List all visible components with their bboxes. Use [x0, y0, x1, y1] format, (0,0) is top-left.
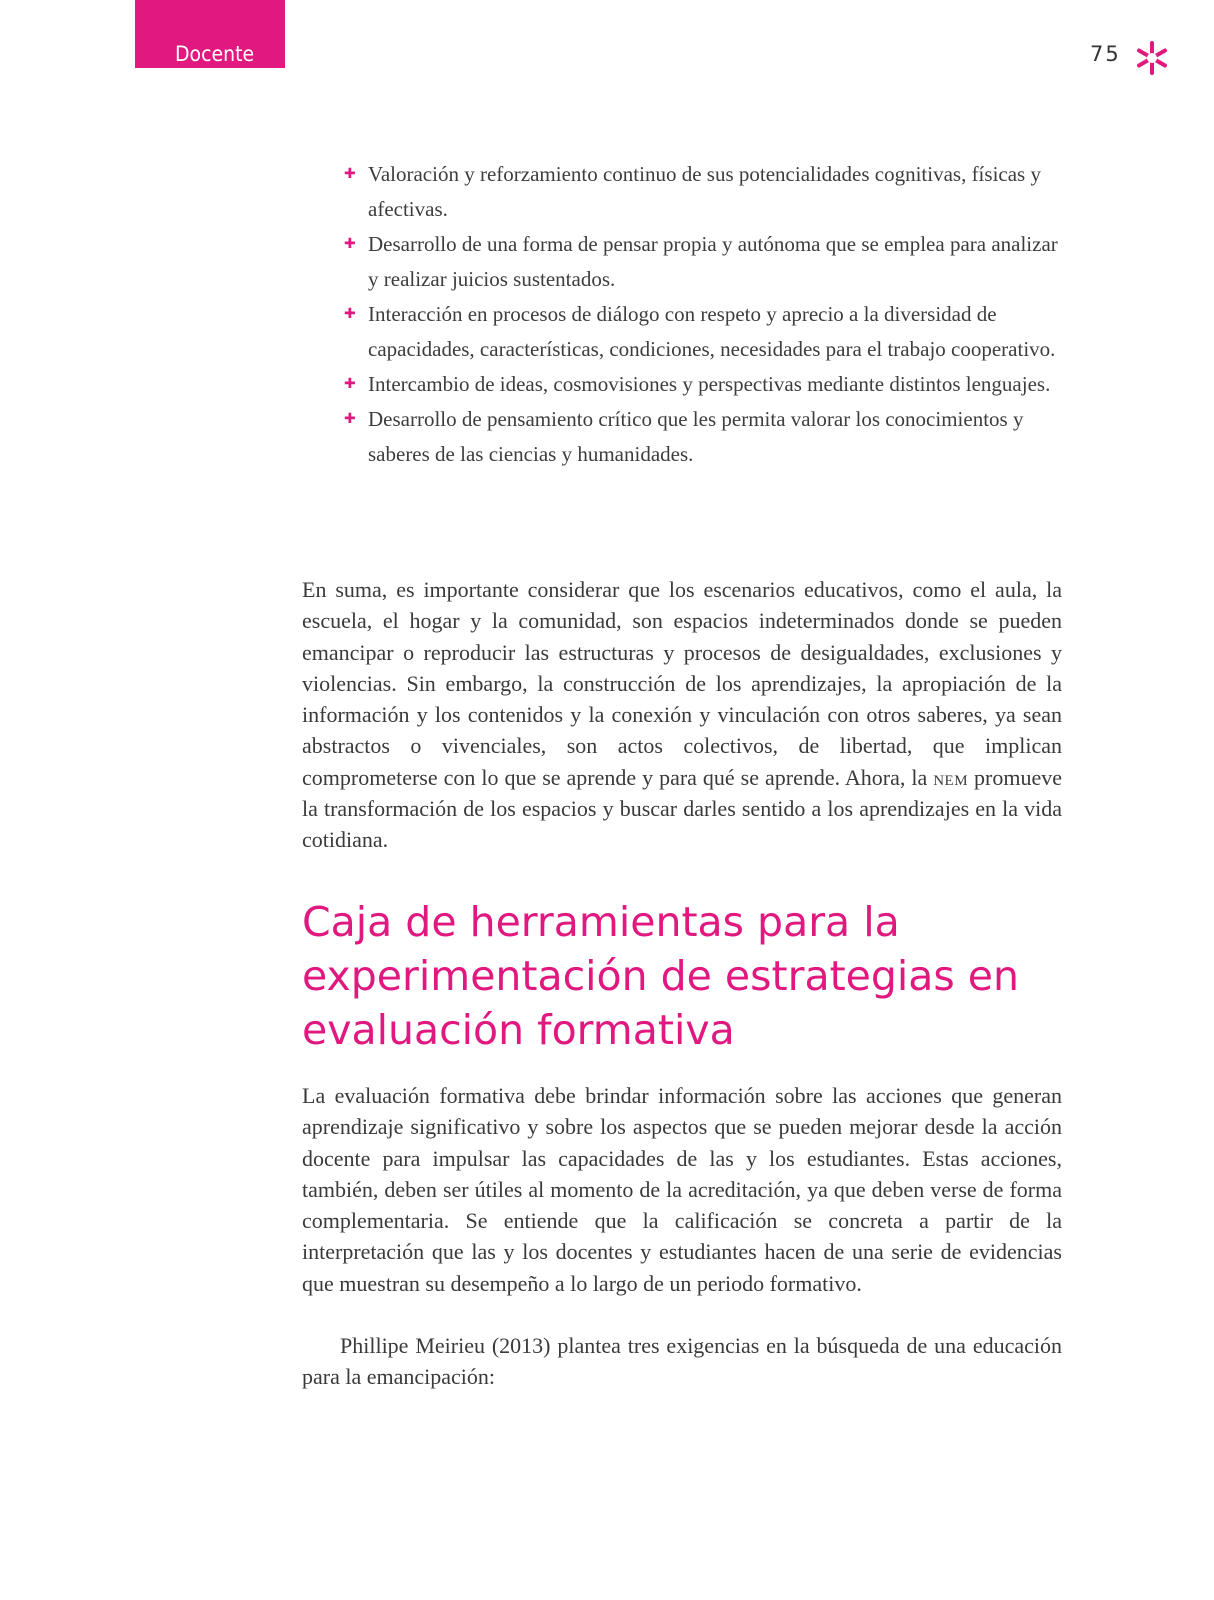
- bullet-icon: ✚: [344, 167, 356, 182]
- asterisk-icon: [1134, 40, 1170, 76]
- list-item: ✚ Valoración y reforzamiento continuo de sus potencialidades cognitivas, físicas y afectivas.: [344, 157, 1064, 227]
- list-item: ✚ Intercambio de ideas, cosmovisiones y perspectivas mediante distintos lenguajes.: [344, 367, 1064, 402]
- page-number: 75: [1090, 42, 1121, 66]
- bullet-icon: ✚: [344, 307, 356, 322]
- body-paragraph: La evaluación formativa debe brindar información sobre las acciones que generan aprendizaje significativo y sobre los aspectos que se pueden mejorar desde la acción docente para impulsar las capacidades de las y los estudiantes. Estas acciones, también, deben ser útiles al momento de la acreditación, ya que deben verse de forma complementaria. Se entiende que la calificación se concreta a partir de la interpretación que las y los docentes y estudiantes hacen de una serie de evidencias que muestran su desempeño a lo largo de un periodo formativo.: [302, 1083, 1062, 1296]
- list-item: ✚ Interacción en procesos de diálogo con respeto y aprecio a la diversidad de capacidades, características, condiciones, necesidades para el trabajo cooperativo.: [344, 297, 1064, 367]
- list-item: ✚ Desarrollo de pensamiento crítico que les permita valorar los conocimientos y saberes de las ciencias y humanidades.: [344, 402, 1064, 472]
- section-label: Docente: [175, 42, 255, 66]
- bullet-icon: ✚: [344, 377, 356, 392]
- section-tab: [135, 0, 285, 68]
- body-paragraph: Phillipe Meirieu (2013) plantea tres exigencias en la búsqueda de una educación para la emancipación:: [302, 1333, 1062, 1390]
- abbreviation: nem: [933, 764, 969, 790]
- bullet-icon: ✚: [344, 412, 356, 427]
- section-heading: Caja de herramientas para la experimentación de estrategias en evaluación formativa: [302, 898, 1020, 1054]
- body-paragraph: En suma, es importante considerar que los escenarios educativos, como el aula, la escuela, el hogar y la comunidad, son espacios indeterminados donde se pueden emancipar o reproducir las estructuras y procesos de desigualdades, exclusiones y violencias. Sin embargo, la construcción de los aprendizajes, la apropiación de la información y los contenidos y la conexión y vinculación con otros saberes, ya sean abstractos o vivenciales, son actos colectivos, de libertad, que implican comprometerse con lo que se aprende y para qué se aprende. Ahora, la nem promueve la transformación de los espacios y buscar darles sentido a los aprendizajes en la vida cotidiana.: [302, 577, 1062, 853]
- bullet-icon: ✚: [344, 237, 356, 252]
- list-item: ✚ Desarrollo de una forma de pensar propia y autónoma que se emplea para analizar y realizar juicios sustentados.: [344, 227, 1064, 297]
- bullet-list: [344, 157, 1064, 472]
